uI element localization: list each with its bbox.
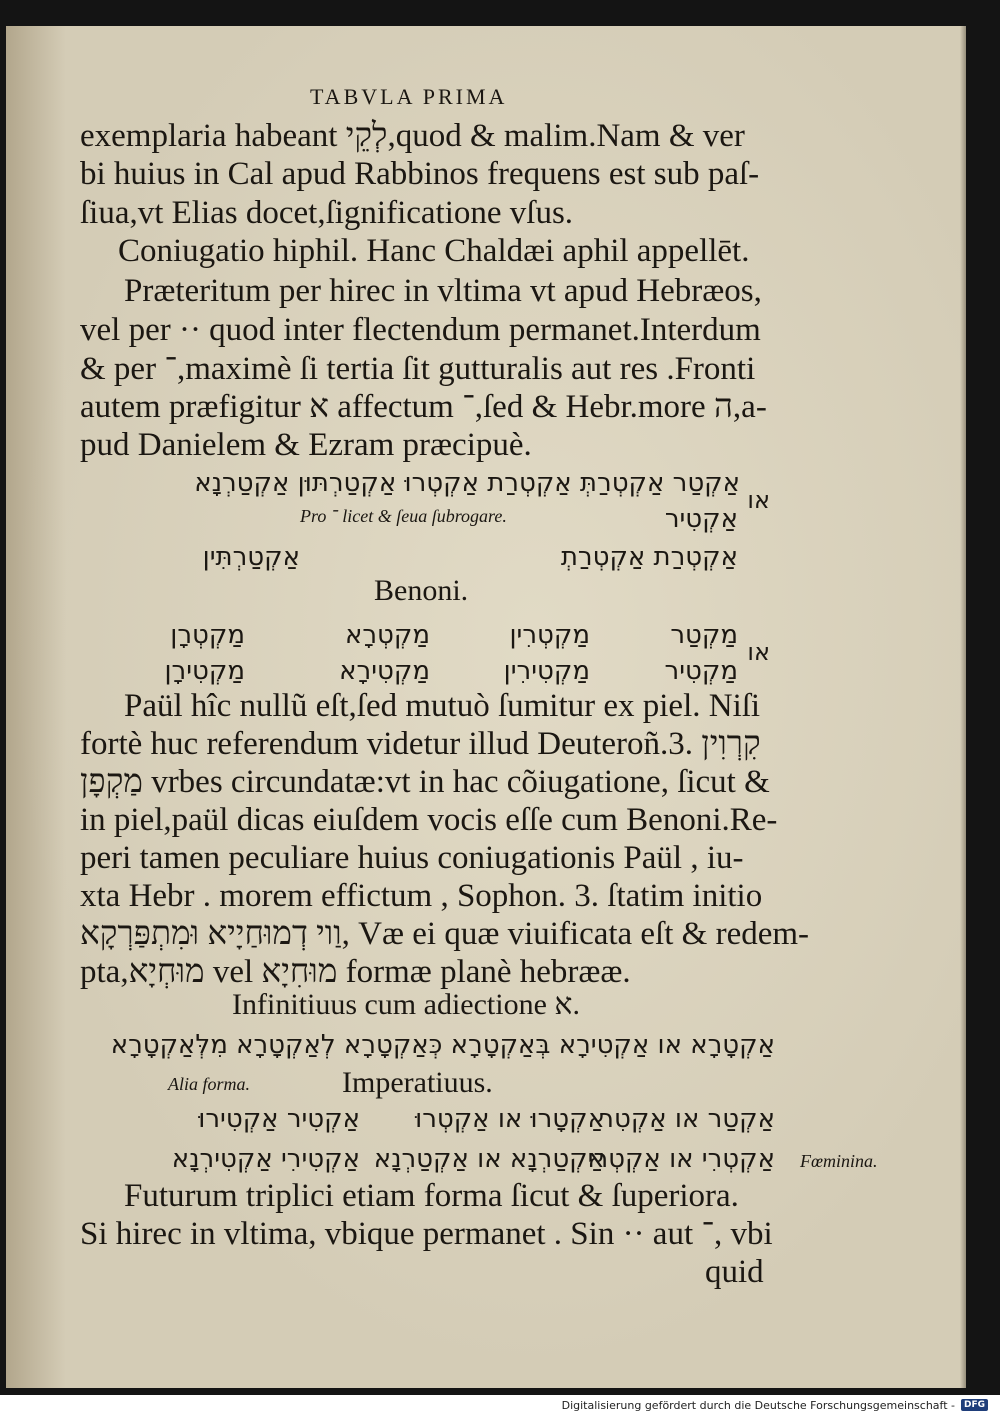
text-line: pud Danielem & Ezram præcipuè. bbox=[80, 427, 532, 463]
hebrew-form: מַקְטְרָא bbox=[344, 620, 430, 650]
text-line: Paül hîc nullũ eſt,ſed mutuò ſumitur ex piel. Niſi bbox=[124, 688, 761, 724]
text-line: מַקְפָן vrbes circundatæ:vt in hac cõiugatione, ſicut & bbox=[80, 764, 770, 800]
section-heading-benoni: Benoni. bbox=[374, 574, 469, 607]
text-line: וַוי דְמוּחַיָיא וּמִתְפַּרְקָא, Væ ei quæ viuificata eſt & redem- bbox=[80, 916, 810, 952]
hebrew-paradigm-row: אַקְטַר אַקְטְרַתְּ אַקְטְרַת אַקְטְרוּ אַקְטַרְתּוּן אַקְטַרְנָא bbox=[194, 468, 740, 498]
text-line: bi huius in Cal apud Rabbinos frequens est sub paſ- bbox=[80, 156, 760, 192]
text-line: xta Hebr . morem effictum , Sophon. 3. ſtatim initio bbox=[80, 878, 763, 914]
hebrew-form: מַקְטִירָן bbox=[164, 656, 245, 686]
text-line: Futurum triplici etiam forma ſicut & ſuperiora. bbox=[124, 1178, 739, 1214]
hebrew-form: מַקְטַר bbox=[670, 620, 738, 650]
dfg-logo: DFG bbox=[961, 1399, 988, 1411]
running-head: TABVLA PRIMA bbox=[310, 84, 508, 109]
text-line: ſiua,vt Elias docet,ſignificatione vſus. bbox=[80, 195, 574, 231]
hebrew-paradigm-row: אַקְטָרָא או אַקְטִירָא בְּאַקְטָרָא כְּאַקְטָרָא לְאַקְטָרָא מִלְּאַקְטָרָא bbox=[110, 1030, 775, 1060]
hebrew-form: אַקְטַר או אַקְטִר bbox=[599, 1104, 775, 1134]
text-line: autem præfigitur א affectum ־,ſed & Hebr.more ה,a- bbox=[80, 389, 767, 425]
text-line: Præteritum per hirec in vltima vt apud Hebræos, bbox=[124, 273, 762, 309]
footer-text: Digitalisierung gefördert durch die Deutsche Forschungsgemeinschaft - bbox=[561, 1398, 955, 1412]
catchword: quid bbox=[705, 1254, 764, 1290]
hebrew-form: מַקְטְרָן bbox=[170, 620, 245, 650]
hebrew-form: אַקְטָרוּ או אַקְטְרוּ bbox=[415, 1104, 605, 1134]
hebrew-form: מַקְטִירִין bbox=[503, 656, 590, 686]
section-heading-imperative: Imperatiuus. bbox=[342, 1066, 493, 1099]
text-line: vel per ·· quod inter flectendum permanet.Interdum bbox=[80, 312, 761, 348]
text-line: Si hirec in vltima, vbique permanet . Sin ·· aut ־, vbi bbox=[80, 1216, 773, 1252]
marginal-note: Alia forma. bbox=[168, 1074, 251, 1094]
text-line: & per ־,maximè ſi tertia ſit gutturalis aut res .Fronti bbox=[80, 351, 756, 387]
hebrew-paradigm-row: אַקְטַרְתִּין bbox=[202, 542, 300, 572]
hebrew-form: אַקְטִיר אַקְטִירוּ bbox=[198, 1104, 360, 1134]
hebrew-paradigm-row: אַקְטְרַת אַקְטְרַתְ bbox=[560, 542, 738, 572]
hebrew-alternate-form: אַקְטִיר bbox=[664, 504, 738, 534]
marginal-note: Pro ־ licet & ſeua ſubrogare. bbox=[300, 506, 507, 526]
marginal-note: Fœminina. bbox=[800, 1151, 878, 1171]
hebrew-form: מַקְטְרִין bbox=[509, 620, 590, 650]
hebrew-form: מַקְטִיר bbox=[664, 656, 738, 686]
hebrew-form: אַקְטִירִי אַקְטִירְנָא bbox=[171, 1144, 360, 1174]
text-line: pta,מוּחְיָא vel מוּחִיָא formæ planè hebrææ. bbox=[80, 954, 631, 990]
text-line: in piel,paül dicas eiuſdem vocis eſſe cum Benoni.Re- bbox=[80, 802, 778, 838]
section-heading-hiphil: Coniugatio hiphil. Hanc Chaldæi aphil appellēt. bbox=[118, 233, 750, 269]
digitization-footer bbox=[562, 1397, 988, 1413]
text-line: exemplaria habeant לְקֵי,quod & malim.Nam & ver bbox=[80, 118, 745, 154]
hebrew-form: אַקְטַרְנָא או אַקְטַרְנָא bbox=[373, 1144, 605, 1174]
hebrew-or-marker: או bbox=[747, 638, 770, 666]
hebrew-form: אַקְטְרִי או אַקְטְרִי bbox=[587, 1144, 775, 1174]
text-line: peri tamen peculiare huius coniugationis Paül , iu- bbox=[80, 840, 744, 876]
hebrew-form: מַקְטִירָא bbox=[339, 656, 430, 686]
text-line: fortè huc referendum videtur illud Deuteroñ.3. קִרְוִין bbox=[80, 726, 761, 762]
hebrew-or-marker: או bbox=[747, 486, 770, 514]
page-edge-shadow bbox=[960, 26, 966, 1388]
section-heading-infinitive: Infinitiuus cum adiectione א. bbox=[232, 988, 580, 1021]
